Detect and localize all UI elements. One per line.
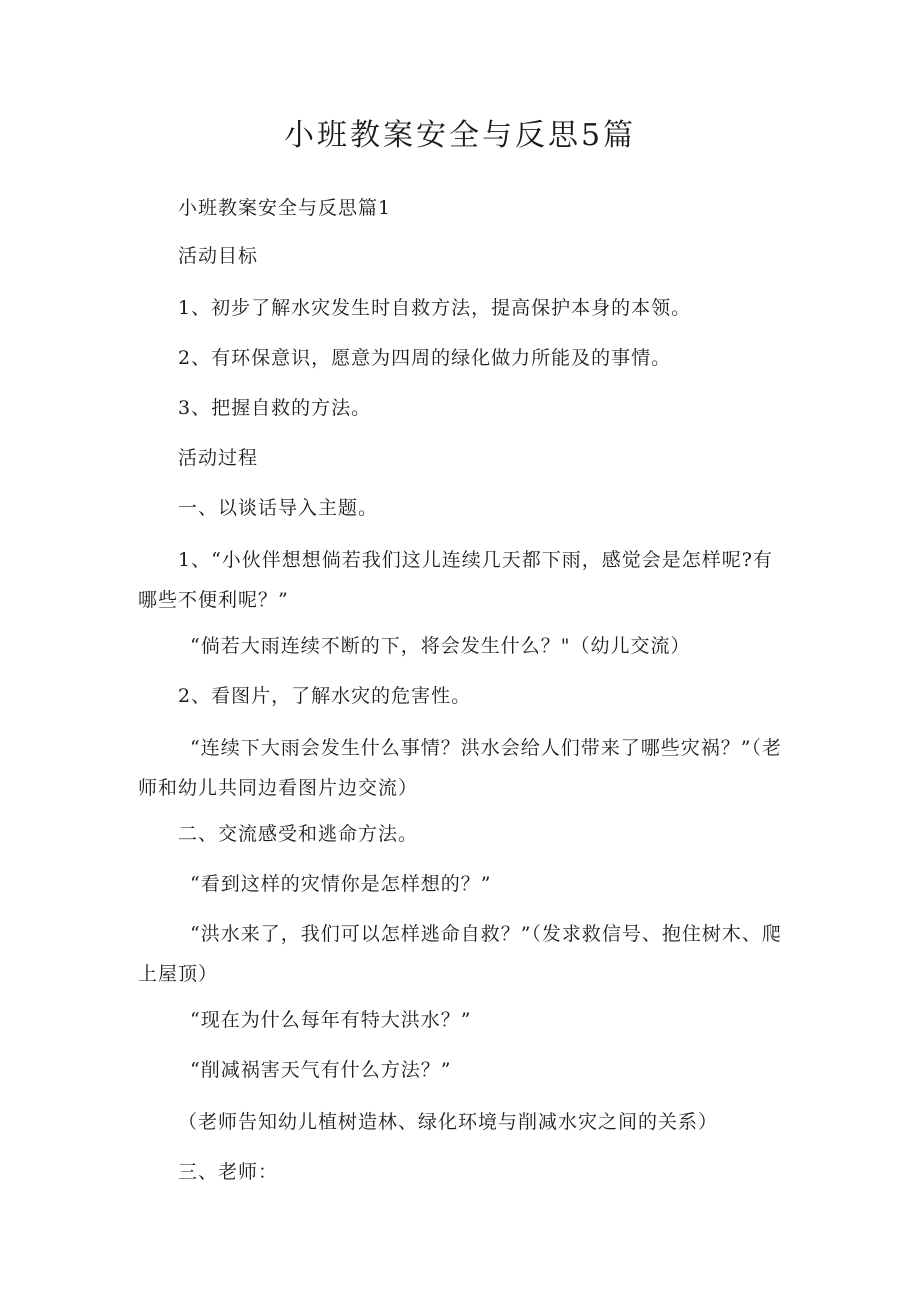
paragraph: “连续下大雨会发生什么事情？洪水会给人们带来了哪些灾祸？”（老师和幼儿共同边看图片边交流） [138, 737, 782, 799]
paragraph: “削减祸害天气有什么方法？” [190, 1059, 452, 1081]
paragraph: “洪水来了，我们可以怎样逃命自救？”（发求救信号、抱住树木、爬上屋顶） [138, 923, 782, 985]
document-title: 小班教案安全与反思5篇 [283, 118, 637, 153]
paragraph: “倘若大雨连续不断的下，将会发生什么？"（幼儿交流） [190, 635, 691, 657]
paragraph: 2、有环保意识，愿意为四周的绿化做力所能及的事情。 [178, 347, 672, 369]
paragraph: 3、把握自救的方法。 [178, 397, 372, 419]
paragraph: 一、以谈话导入主题。 [178, 497, 379, 519]
subheading-goals: 活动目标 [178, 245, 259, 267]
paragraph: 1、初步了解水灾发生时自救方法，提高保护本身的本领。 [178, 297, 692, 319]
section-heading: 小班教案安全与反思篇1 [178, 197, 392, 219]
paragraph: 1、“小伙伴想想倘若我们这儿连续几天都下雨，感觉会是怎样呢?有哪些不便利呢？” [138, 549, 773, 611]
paragraph: （老师告知幼儿植树造林、绿化环境与削减水灾之间的关系） [178, 1111, 719, 1133]
paragraph: “现在为什么每年有特大洪水？” [190, 1009, 472, 1031]
paragraph: 三、老师： [178, 1161, 279, 1183]
paragraph: 2、看图片，了解水灾的危害性。 [178, 685, 472, 707]
paragraph: “看到这样的灾情你是怎样想的？” [190, 873, 492, 895]
subheading-process: 活动过程 [178, 447, 259, 469]
paragraph: 二、交流感受和逃命方法。 [178, 823, 419, 845]
